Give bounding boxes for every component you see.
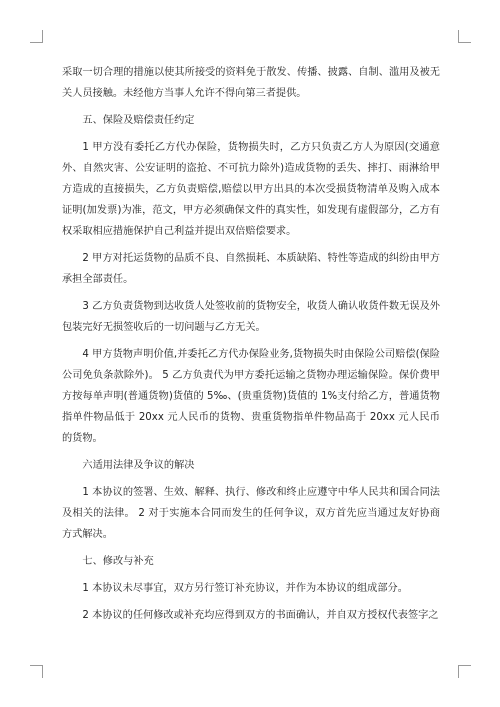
crop-mark-top-left <box>30 30 43 43</box>
crop-mark-bottom-right <box>458 665 471 678</box>
crop-mark-top-right <box>458 30 471 43</box>
crop-mark-bottom-left <box>30 665 43 678</box>
paragraph-clause-7-2: 2 本协议的任何修改或补充均应得到双方的书面确认，并自双方授权代表签字之 <box>82 610 439 621</box>
paragraph-continuation: 采取一切合理的措施以使其所接受的资料免于散发、传播、披露、自制、滥用及被无关人员接触。未经他方当事人允许不得向第三者提供。 <box>62 67 440 99</box>
section-heading-insurance: 五、保险及赔偿责任约定 <box>82 115 195 126</box>
section-heading-amendment: 七、修改与补充 <box>82 556 154 567</box>
paragraph-clause-5-1: 1 甲方没有委托乙方代办保险，货物损失时，乙方只负责乙方人为原因(交通意外、自然灾害、公安证明的盗抢、不可抗力除外)造成货物的丢失、摔打、雨淋给甲方造成的直接损失，乙方负责赔偿,赔偿以甲方出具的本次受损货物清单及购入成本证明(加发票)为准，范文，甲方必须确保文件的真实性，如发现有虚假部分，乙方有权采取相应措施保护自己利益并提出双倍赔偿要求。 <box>62 142 440 237</box>
paragraph-clause-5-4: 4 甲方货物声明价值,并委托乙方代办保险业务,货物损失时由保险公司赔偿(保险公司免负条款除外)。 5 乙方负责代为甲方委托运输之货物办理运输保险。保价费甲方按每单声明(普通货物)货值的 5‰、(贵重货物)货值的 1%支付给乙方，普通货物指单件物品低于 20xx 元人民币的货物、贵重货物指单件物品高于 20xx 元人民币的货物。 <box>62 349 440 444</box>
document-body <box>62 62 440 632</box>
paragraph-clause-5-3: 3 乙方负责货物到达收货人处签收前的货物安全，收货人确认收货件数无误及外包装完好无损签收后的一切问题与乙方无关。 <box>62 301 440 333</box>
section-heading-law: 六适用法律及争议的解决 <box>82 460 195 471</box>
paragraph-clause-5-2: 2 甲方对托运货物的品质不良、自然损耗、本质缺陷、特性等造成的纠纷由甲方承担全部责任。 <box>62 253 440 285</box>
paragraph-clause-7-1: 1 本协议未尽事宜，双方另行签订补充协议，并作为本协议的组成部分。 <box>82 583 408 594</box>
paragraph-clause-6-1: 1 本协议的签署、生效、解释、执行、修改和终止应遵守中华人民共和国合同法及相关的法律。 2 对于实施本合同而发生的任何争议，双方首先应当通过友好协商方式解决。 <box>62 487 440 540</box>
